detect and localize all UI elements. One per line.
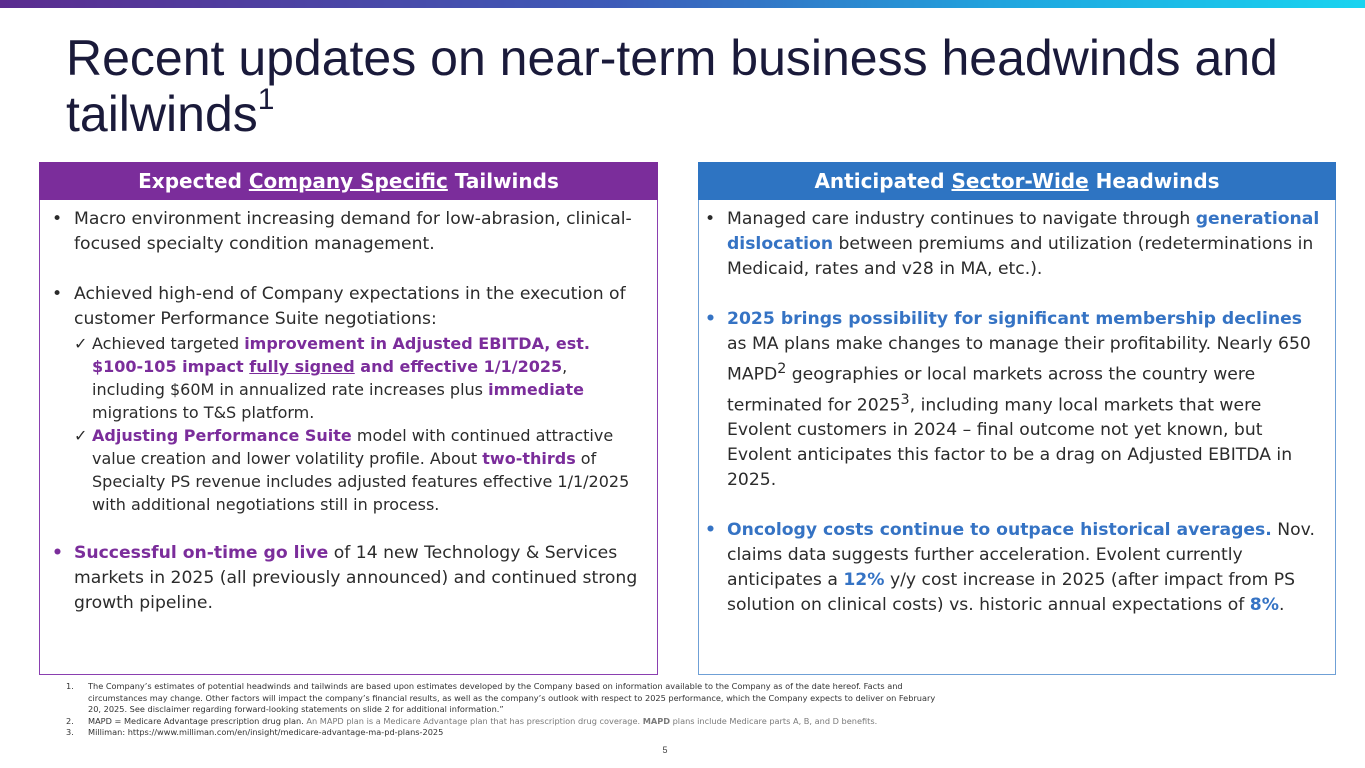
footnote: 2. MAPD = Medicare Advantage prescription drug plan. An MAPD plan is a Medicare Advantage plan that has prescription drug coverage. MAPD plans include Medicare parts A, B, and D benefits.: [66, 715, 878, 726]
headwinds-header: Anticipated Sector-Wide Headwinds: [698, 162, 1336, 200]
tailwinds-panel: [39, 162, 658, 675]
page-number: 5: [662, 745, 668, 755]
page-title: Recent updates on near-term business headwinds and tailwinds$^1$: [66, 30, 1278, 142]
list-item: • Successful on-time go live of 14 new Technology & Services markets in 2025 (all previously announced) and continued strong growth pipeline.: [52, 543, 638, 613]
check-icon: ✓: [74, 334, 88, 353]
list-item: • 2025 brings possibility for significant membership declines as MA plans make changes to manage their profitability. Nearly 650 MAPD$^2$ geographies or local markets across the country were terminated for 2025$^3$, including many local markets that were Evolent customers in 2024 – final outcome not yet known, but Evolent anticipates this factor to be a drag on Adjusted EBITDA in 2025.: [705, 309, 1311, 491]
title-footnote-mark: 1: [257, 83, 275, 116]
list-item: • Managed care industry continues to navigate through generational dislocation between premiums and utilization (redeterminations in Medicaid, rates and v28 in MA, etc.).: [705, 209, 1320, 279]
footnotes: [66, 681, 946, 739]
tailwinds-header: Expected Company Specific Tailwinds: [39, 162, 658, 200]
footnote: 3. Milliman: https://www.milliman.com/en/insight/medicare-advantage-ma-pd-plans-2025: [66, 727, 444, 737]
list-item: • Oncology costs continue to outpace historical averages. Nov. claims data suggests further acceleration. Evolent currently anticipates a 12% y/y cost increase in 2025 (after impact from PS solution on clinical costs) vs. historic annual expectations of 8%.: [705, 520, 1315, 616]
check-icon: ✓: [74, 426, 88, 445]
headwinds-panel: [698, 162, 1336, 675]
sub-list-item: ✓ Adjusting Performance Suite model with continued attractive value creation and lower volatility profile. About two-thirds of Specialty PS revenue includes adjusted features effective 1/1/2025 with additional negotiations still in process.: [74, 426, 630, 514]
sub-list-item: ✓ Achieved targeted improvement in Adjusted EBITDA, est. $100-105 impact fully signed and effective 1/1/2025, including $60M in annualized rate increases plus immediate migrations to T&S platform.: [74, 334, 590, 422]
top-gradient-bar: [0, 0, 1365, 8]
footnote: 1. The Company’s estimates of potential headwinds and tailwinds are based upon estimates developed by the Company based on information available to the Company as of the date hereof. Facts and circumstances may change. Other factors will impact the company’s financial results, as well as the company’s outlook with respect to 2025 performance, which the Company expects to deliver on February 20, 2025. See disclaimer regarding forward-looking statements on slide 2 for additional information.”: [66, 681, 936, 714]
list-item: • Macro environment increasing demand for low-abrasion, clinical-focused specialty condition management.: [52, 209, 632, 254]
list-item: • Achieved high-end of Company expectations in the execution of customer Performance Suite negotiations:: [52, 284, 626, 329]
